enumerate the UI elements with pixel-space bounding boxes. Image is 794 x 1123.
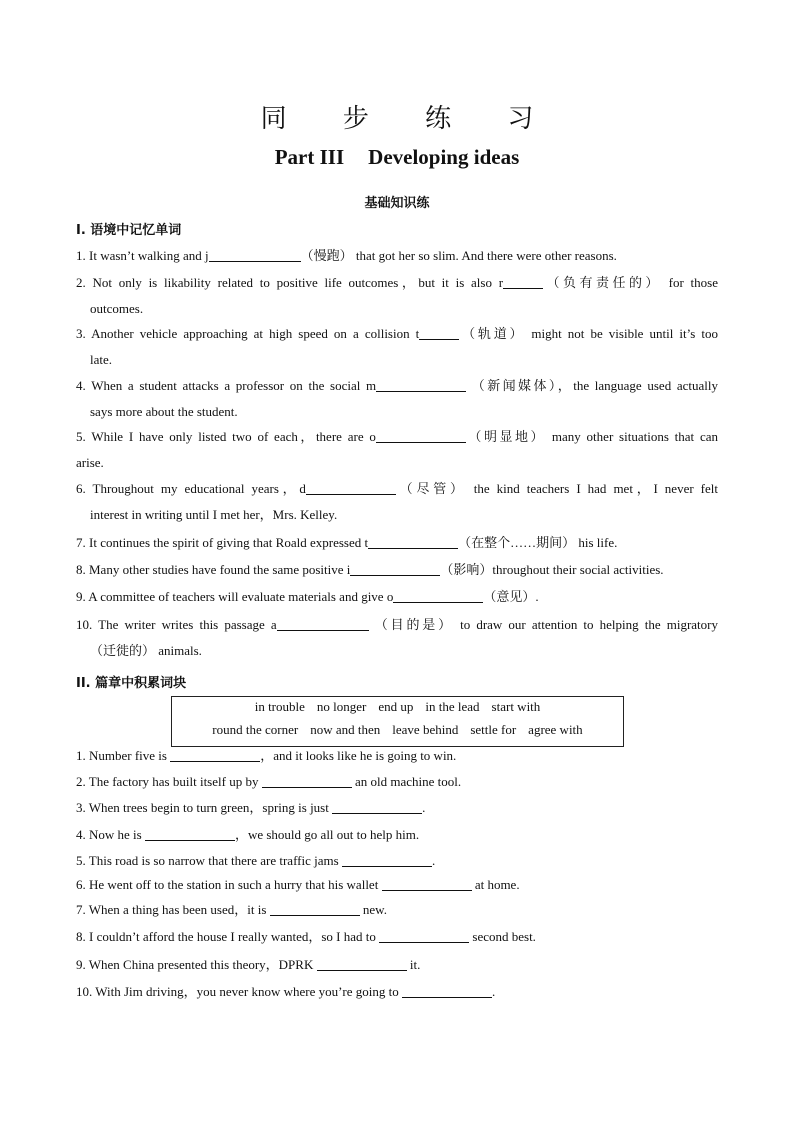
item-text-after: （影响）throughout their social activities.: [440, 562, 664, 577]
phrase-bank: [171, 696, 624, 747]
item-text-after: （负有责任的） for those: [543, 275, 718, 290]
part1-item-10: [76, 612, 718, 664]
phrase-option: round the corner: [212, 722, 299, 737]
item-text-before: While I have only listed two of each，there are o: [91, 429, 376, 444]
item-text-after: （轨道） might not be visible until it’s too: [459, 326, 718, 341]
item-text-after: .: [431, 853, 436, 868]
item-text-before: It wasn’t walking and j: [89, 248, 209, 263]
phrase-option: now and then: [310, 722, 381, 737]
item-text-before: Now he is: [89, 827, 145, 842]
item-continuation: （迁徙的） animals.: [90, 643, 202, 658]
item-number: 1.: [76, 748, 86, 763]
item-number: 4.: [76, 827, 86, 842]
part1-item-2: [76, 270, 718, 322]
part2-item-8: [76, 924, 718, 950]
part1-item-3: [76, 321, 718, 373]
item-number: 6.: [76, 877, 86, 892]
item-text-before: With Jim driving，you never know where you’re going to: [95, 984, 402, 999]
item-text-before: The factory has built itself up by: [88, 774, 262, 789]
answer-blank[interactable]: [368, 534, 458, 549]
item-text-before: Another vehicle approaching at high speed on a collision t: [91, 326, 420, 341]
item-text-after: （目的是） to draw our attention to helping the migratory: [368, 617, 718, 632]
answer-blank[interactable]: [379, 928, 469, 943]
item-number: 5.: [76, 429, 86, 444]
part1-item-9: [76, 584, 718, 610]
item-text-before: Many other studies have found the same positive i: [89, 562, 351, 577]
item-text-after: （尽管） the kind teachers I had met，I never felt: [395, 481, 718, 496]
answer-blank[interactable]: [317, 956, 407, 971]
item-text-after: ，and it looks like he is going to win.: [260, 748, 457, 763]
item-continuation: outcomes.: [90, 301, 144, 316]
item-number: 10.: [76, 984, 93, 999]
item-number: 9.: [76, 589, 86, 604]
part1-item-4: [76, 373, 718, 425]
phrase-option: settle for: [470, 722, 517, 737]
item-text-before: I couldn’t afford the house I really wanted，so I had to: [89, 929, 380, 944]
item-text-after: （意见）.: [483, 589, 539, 604]
answer-blank[interactable]: [419, 325, 459, 340]
part1-item-1: [76, 243, 718, 269]
item-number: 6.: [76, 481, 86, 496]
answer-blank[interactable]: [145, 826, 235, 841]
item-text-after: an old machine tool.: [351, 774, 462, 789]
item-text-after: at home.: [471, 877, 520, 892]
part-label: Part III: [274, 145, 345, 169]
part1-item-5: [76, 424, 718, 476]
phrase-option: agree with: [528, 722, 583, 737]
item-continuation: says more about the student.: [90, 404, 238, 419]
item-text-before: The writer writes this passage a: [98, 617, 277, 632]
part2-item-7: [76, 897, 718, 923]
part2-item-3: [76, 795, 718, 821]
item-number: 7.: [76, 535, 86, 550]
phrase-option: in the lead: [425, 699, 480, 714]
item-continuation: late.: [90, 352, 113, 367]
item-number: 3.: [76, 800, 86, 815]
part1-item-6: [76, 476, 718, 528]
phrase-option: end up: [378, 699, 414, 714]
part2-item-10: [76, 979, 718, 1005]
part2-heading: II. 篇章中积累词块: [76, 676, 187, 691]
item-number: 8.: [76, 562, 86, 577]
part2-item-1: [76, 743, 718, 769]
answer-blank[interactable]: [402, 983, 492, 998]
item-number: 4.: [76, 378, 86, 393]
part2-item-6: [76, 872, 718, 898]
item-text-before: Not only is likability related to positive life outcomes，but it is also r: [92, 275, 504, 290]
part1-item-7: [76, 530, 718, 556]
answer-blank[interactable]: [262, 773, 352, 788]
answer-blank[interactable]: [209, 247, 301, 262]
answer-blank[interactable]: [306, 480, 396, 495]
item-text-after: it.: [406, 957, 421, 972]
item-number: 2.: [76, 275, 86, 290]
topic-label: Developing ideas: [368, 145, 520, 169]
item-text-after: .: [492, 984, 496, 999]
item-text-before: This road is so narrow that there are traffic jams: [88, 853, 342, 868]
item-number: 3.: [76, 326, 86, 341]
item-text-before: When a thing has been used，it is: [88, 902, 270, 917]
page-title: 同 步 练 习: [260, 104, 558, 134]
item-text-after: new.: [359, 902, 387, 917]
item-text-before: When a student attacks a professor on the social m: [91, 378, 377, 393]
answer-blank[interactable]: [342, 852, 432, 867]
answer-blank[interactable]: [170, 747, 260, 762]
answer-blank[interactable]: [270, 901, 360, 916]
answer-blank[interactable]: [382, 876, 472, 891]
phrase-row-1: [172, 699, 623, 715]
part1-heading: I. 语境中记忆单词: [76, 223, 182, 238]
item-number: 7.: [76, 902, 86, 917]
item-text-after: （明显地） many other situations that can: [465, 429, 718, 444]
answer-blank[interactable]: [277, 616, 369, 631]
item-text-before: It continues the spirit of giving that Roald expressed t: [89, 535, 369, 550]
item-text-before: Throughout my educational years，d: [92, 481, 306, 496]
item-text-after: ，we should go all out to help him.: [234, 827, 420, 842]
phrase-row-2: [172, 722, 623, 738]
item-text-after: （在整个……期间） his life.: [458, 535, 618, 550]
answer-blank[interactable]: [376, 428, 466, 443]
item-text-before: He went off to the station in such a hurry that his wallet: [89, 877, 382, 892]
item-text-before: Number five is: [89, 748, 171, 763]
item-text-after: （新闻媒体），the language used actually: [466, 378, 719, 393]
part2-item-9: [76, 952, 718, 978]
answer-blank[interactable]: [332, 799, 422, 814]
item-text-after: （慢跑） that got her so slim. And there were other reasons.: [300, 248, 617, 263]
item-number: 8.: [76, 929, 86, 944]
answer-blank[interactable]: [376, 377, 466, 392]
item-number: 5.: [76, 853, 86, 868]
item-number: 2.: [76, 774, 86, 789]
phrase-option: no longer: [316, 699, 367, 714]
part2-item-4: [76, 822, 718, 848]
phrase-option: start with: [491, 699, 541, 714]
answer-blank[interactable]: [503, 274, 543, 289]
item-continuation: arise.: [76, 455, 104, 470]
phrase-option: in trouble: [254, 699, 305, 714]
part2-item-2: [76, 769, 718, 795]
item-number: 10.: [76, 617, 93, 632]
item-text-before: When China presented this theory，DPRK: [88, 957, 317, 972]
unit-subtitle: [0, 145, 794, 170]
part2-item-5: [76, 848, 718, 874]
item-text-after: .: [422, 800, 426, 815]
item-text-after: second best.: [469, 929, 536, 944]
part1-item-8: [76, 557, 718, 583]
item-text-before: When trees begin to turn green，spring is just: [88, 800, 333, 815]
item-continuation: interest in writing until I met her，Mrs. Kelley.: [90, 507, 338, 522]
answer-blank[interactable]: [393, 588, 483, 603]
section-title: 基础知识练: [364, 196, 430, 211]
phrase-option: leave behind: [392, 722, 459, 737]
item-number: 1.: [76, 248, 86, 263]
item-text-before: A committee of teachers will evaluate materials and give o: [88, 589, 394, 604]
item-number: 9.: [76, 957, 86, 972]
answer-blank[interactable]: [350, 561, 440, 576]
